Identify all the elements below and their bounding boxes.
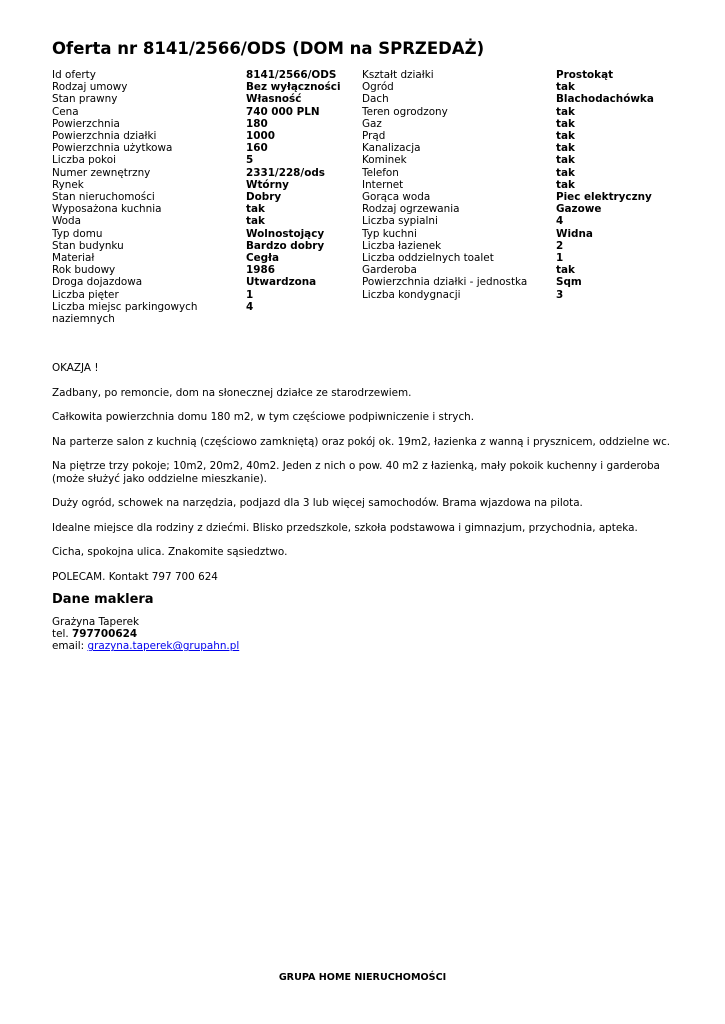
property-row-gaz [362, 117, 575, 130]
property-label: Rynek [52, 178, 84, 191]
property-label: Powierzchnia [52, 117, 120, 130]
property-label: Rodzaj ogrzewania [362, 203, 460, 216]
property-row-rodzaj-umowy [52, 81, 341, 94]
property-label: Liczba kondygnacji [362, 288, 461, 301]
property-value: Bardzo dobry [246, 239, 325, 252]
property-row-rynek [52, 178, 289, 191]
agent-phone-label: tel. [52, 628, 69, 641]
description-paragraph: Na piętrze trzy pokoje; 10m2, 20m2, 40m2. Jeden z nich o pow. 40 m2 z łazienką, mały pokoik kuchenny i garderoba (może służyć jako oddzielne mieszkanie). [52, 460, 660, 485]
property-value: 5 [246, 154, 254, 167]
property-row-powierzchnia-dzialki [52, 130, 275, 143]
property-label: Gaz [362, 117, 382, 130]
property-label: Rodzaj umowy [52, 81, 128, 94]
property-value: 2331/228/ods [246, 166, 325, 179]
property-label: Cena [52, 105, 79, 118]
property-label: Dach [362, 93, 389, 106]
description-paragraph: Cicha, spokojna ulica. Znakomite sąsiedztwo. [52, 546, 288, 559]
property-row-powierzchnia-uzytkowa [52, 142, 268, 155]
description-paragraph: Idealne miejsce dla rodziny z dziećmi. Blisko przedszkole, szkoła podstawowa i gimnazjum, przychodnia, apteka. [52, 521, 638, 534]
property-value: tak [556, 105, 575, 118]
property-value: Prostokąt [556, 69, 614, 81]
description-paragraph: Zadbany, po remoncie, dom na słonecznej działce ze starodrzewiem. [52, 386, 412, 399]
property-row-goraca-woda [362, 191, 652, 204]
property-row-typ-domu [52, 227, 325, 240]
property-row-prad [362, 130, 575, 143]
property-row-rodzaj-ogrzewania [362, 203, 602, 216]
property-value: 1000 [246, 130, 275, 143]
description-paragraph: POLECAM. Kontakt 797 700 624 [52, 570, 218, 583]
property-row-kominek [362, 154, 575, 167]
property-row-numer-zewnetrzny [52, 166, 325, 179]
property-label: Liczba sypialni [362, 215, 438, 228]
property-label: Kształt działki [362, 69, 434, 81]
property-label: Prąd [362, 130, 386, 143]
property-value: tak [556, 142, 575, 155]
property-label: Liczba oddzielnych toalet [362, 252, 494, 265]
property-label: Liczba łazienek [362, 239, 442, 252]
property-row-liczba-miejsc-parkingowych-naziemnych [52, 300, 254, 326]
property-row-typ-kuchni [362, 227, 593, 240]
property-row-dach [362, 93, 654, 106]
property-value: 740 000 PLN [246, 105, 320, 118]
property-label: Powierzchnia działki [52, 130, 157, 143]
property-row-stan-nieruchomosci [52, 191, 282, 204]
property-label: Typ kuchni [362, 227, 417, 240]
property-value: tak [556, 166, 575, 179]
property-row-liczba-pieter [52, 288, 254, 301]
property-value: tak [556, 130, 575, 143]
agent-phone: 797700624 [71, 628, 138, 641]
description-paragraph: Całkowita powierzchnia domu 180 m2, w tym częściowe podpiwniczenie i strych. [52, 411, 475, 424]
property-value: tak [556, 178, 575, 191]
agent-email-label: email: [52, 640, 85, 653]
property-value: 8141/2566/ODS [246, 69, 337, 81]
property-row-id-oferty [52, 69, 337, 81]
property-label: Telefon [362, 166, 399, 179]
property-label: Numer zewnętrzny [52, 166, 151, 179]
agent-section-heading: Dane maklera [52, 592, 154, 607]
property-row-liczba-kondygnacji [362, 288, 564, 301]
property-value: Bez wyłączności [246, 81, 341, 94]
property-label: Stan budynku [52, 239, 124, 252]
property-details-left-column [52, 69, 341, 326]
property-value: 4 [246, 300, 254, 313]
property-label: Rok budowy [52, 264, 116, 277]
property-row-powierzchnia-dzialki-jednostka [362, 276, 582, 289]
property-label: Id oferty [52, 69, 96, 81]
offer-description [52, 362, 672, 596]
property-label: Powierzchnia użytkowa [52, 142, 173, 155]
property-label: Liczba miejsc parkingowych naziemnych [52, 300, 198, 326]
property-value: 2 [556, 239, 564, 252]
property-value: 1986 [246, 264, 275, 277]
property-value: Gazowe [556, 203, 602, 216]
property-value: Cegła [246, 252, 279, 265]
property-label: Ogród [362, 81, 394, 94]
property-label: Garderoba [362, 264, 417, 277]
footer-company-name: GRUPA HOME NIERUCHOMOŚCI [278, 972, 447, 983]
property-label: Teren ogrodzony [362, 105, 448, 118]
property-row-telefon [362, 166, 575, 179]
property-row-liczba-lazienek [362, 239, 564, 252]
property-row-ogrod [362, 81, 575, 94]
property-value: 1 [246, 288, 254, 301]
property-value: tak [556, 264, 575, 277]
property-value: Dobry [246, 191, 282, 204]
property-value: 1 [556, 252, 564, 265]
description-paragraph: Na parterze salon z kuchnią (częściowo zamkniętą) oraz pokój ok. 19m2, łazienka z wanną i prysznicem, oddzielne wc. [52, 435, 671, 448]
property-label: Liczba pięter [52, 288, 119, 301]
property-row-cena [52, 105, 320, 118]
property-value: tak [556, 154, 575, 167]
agent-email-link[interactable]: grazyna.taperek@grupahn.pl [87, 640, 240, 653]
description-paragraph: Duży ogród, schowek na narzędzia, podjazd dla 3 lub więcej samochodów. Brama wjazdowa na pilota. [52, 497, 583, 510]
property-label: Powierzchnia działki - jednostka [362, 276, 528, 289]
property-label: Wyposażona kuchnia [52, 203, 162, 216]
property-value: Utwardzona [246, 276, 317, 289]
property-value: tak [246, 203, 265, 216]
property-row-kanalizacja [362, 142, 575, 155]
property-row-internet [362, 178, 575, 191]
property-label: Droga dojazdowa [52, 276, 143, 289]
property-row-liczba-oddzielnych-toalet [362, 252, 564, 265]
property-label: Stan prawny [52, 93, 118, 106]
property-details-right-column [362, 69, 654, 301]
property-row-stan-budynku [52, 239, 325, 252]
property-value: Wolnostojący [246, 227, 325, 240]
property-row-stan-prawny [52, 93, 302, 106]
property-value: tak [556, 117, 575, 130]
property-row-powierzchnia [52, 117, 268, 130]
property-row-liczba-sypialni [362, 215, 564, 228]
agent-phone-line [52, 628, 239, 640]
property-row-rok-budowy [52, 264, 275, 277]
property-value: Piec elektryczny [556, 191, 652, 204]
property-row-ksztalt-dzialki [362, 69, 614, 81]
property-value: Sqm [556, 276, 582, 289]
description-paragraph: OKAZJA ! [52, 362, 99, 374]
property-label: Kominek [362, 154, 407, 167]
property-row-garderoba [362, 264, 575, 277]
property-label: Typ domu [52, 227, 103, 240]
property-label: Internet [362, 178, 404, 191]
property-value: Wtórny [246, 178, 289, 191]
property-value: Blachodachówka [556, 93, 654, 106]
property-row-wyposazona-kuchnia [52, 203, 265, 216]
property-label: Kanalizacja [362, 142, 421, 155]
property-value: 180 [246, 117, 268, 130]
property-value: tak [246, 215, 265, 228]
property-label: Woda [52, 215, 81, 228]
property-row-teren-ogrodzony [362, 105, 575, 118]
property-value: 160 [246, 142, 268, 155]
property-row-droga-dojazdowa [52, 276, 317, 289]
property-row-material [52, 252, 279, 265]
agent-name: Grażyna Taperek [52, 616, 139, 628]
property-label: Materiał [52, 252, 95, 265]
property-value: 4 [556, 215, 564, 228]
property-value: tak [556, 81, 575, 94]
property-label: Stan nieruchomości [52, 191, 155, 204]
page-title: Oferta nr 8141/2566/ODS (DOM na SPRZEDAŻ) [52, 39, 485, 58]
property-label: Gorąca woda [362, 191, 431, 204]
property-value: 3 [556, 288, 564, 301]
property-value: Widna [556, 227, 593, 240]
property-value: Własność [246, 93, 302, 106]
property-row-liczba-pokoi [52, 154, 254, 167]
agent-details [52, 616, 239, 653]
property-row-woda [52, 215, 265, 228]
property-label: Liczba pokoi [52, 154, 116, 167]
agent-email-line [52, 640, 239, 652]
